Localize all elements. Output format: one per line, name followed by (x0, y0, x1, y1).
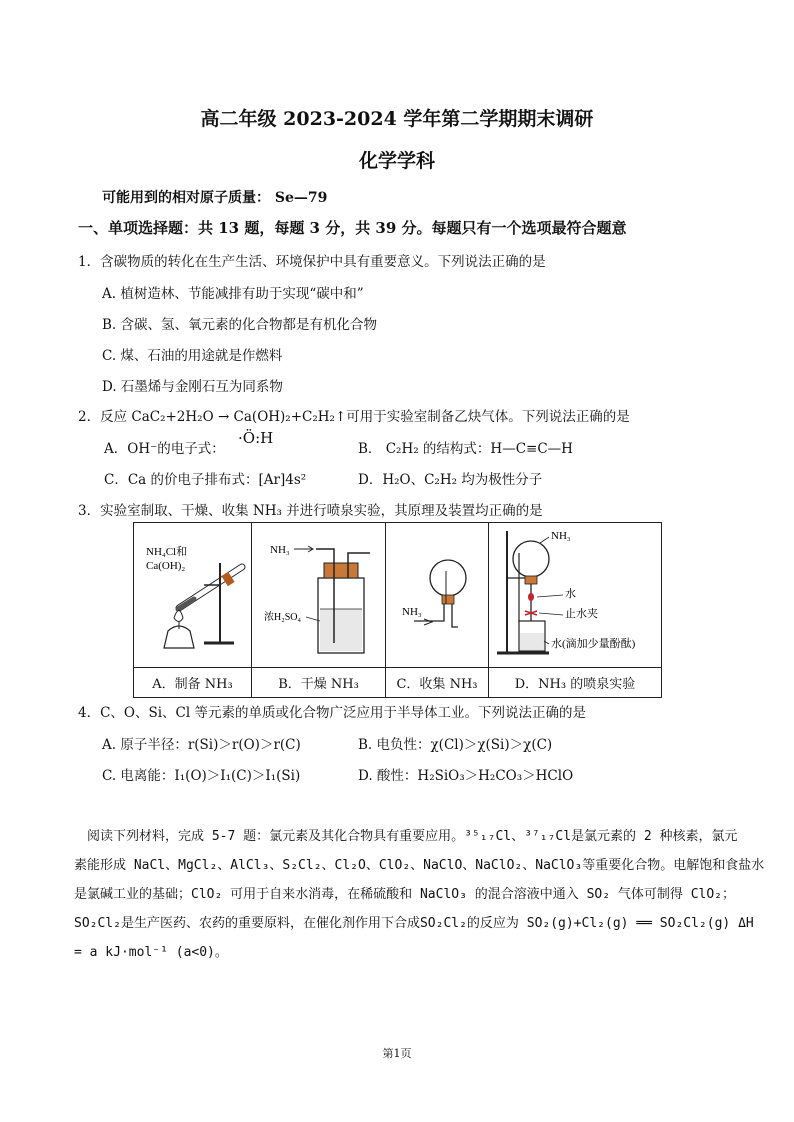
apparatus-b-cell (252, 523, 386, 668)
q2-option-b: B． C₂H₂ 的结构式：H—C≡C—H (358, 441, 573, 457)
section-heading: 一、单项选择题：共 13 题，每题 3 分，共 39 分。每题只有一个选项最符合题意 (78, 219, 627, 237)
caption-a: A．制备 NH₃ (134, 668, 252, 698)
reading-line: SO₂Cl₂是生产医药、农药的重要原料，在催化剂作用下合成SO₂Cl₂的反应为 SO₂(g)+Cl₂(g) ══ SO₂Cl₂(g) ΔH (74, 916, 754, 931)
label-d3: 止水夹 (565, 608, 598, 620)
q4-stem: 4．C、O、Si、Cl 等元素的单质或化合物广泛应用于半导体工业。下列说法正确的是 (78, 705, 586, 721)
apparatus-c-diagram (386, 523, 488, 663)
subject-title: 化学学科 (358, 150, 435, 172)
q1-stem: 1．含碳物质的转化在生产生活、环境保护中具有重要意义。下列说法正确的是 (78, 254, 546, 270)
apparatus-c-cell (386, 523, 489, 668)
q1-option-b: B. 含碳、氢、氧元素的化合物都是有机化合物 (102, 317, 378, 333)
reading-passage (74, 822, 765, 967)
atomic-mass-line: 可能用到的相对原子质量： Se—79 (102, 190, 328, 206)
apparatus-a-cell (134, 523, 252, 668)
caption-c: C．收集 NH₃ (386, 668, 489, 698)
reading-line: = a kJ·mol⁻¹ (a<0)。 (74, 945, 228, 960)
label-c1: NH₃ (402, 606, 422, 618)
q2-option-d: D．H₂O、C₂H₂ 均为极性分子 (358, 472, 543, 488)
label-d4: 水(滴加少量酚酞) (551, 638, 636, 650)
label-b1: NH₃ (270, 544, 290, 556)
q4-option-a: A. 原子半径：r(Si)＞r(O)＞r(C) (102, 737, 301, 753)
q4-option-b: B. 电负性：χ(Cl)＞χ(Si)＞χ(C) (358, 737, 553, 753)
q4-option-d: D. 酸性：H₂SiO₃＞H₂CO₃＞HClO (358, 768, 574, 784)
q2-option-c: C．Ca 的价电子排布式：[Ar]4s² (104, 472, 307, 488)
q3-stem: 3．实验室制取、干燥、收集 NH₃ 并进行喷泉实验，其原理及装置均正确的是 (78, 503, 543, 519)
exam-title: 高二年级 2023-2024 学年第二学期期末调研 (200, 108, 594, 130)
caption-d: D．NH₃ 的喷泉实验 (489, 668, 662, 698)
label-d2: 水 (565, 588, 576, 600)
reading-line: 阅读下列材料，完成 5-7 题：氯元素及其化合物具有重要应用。³⁵₁₇Cl、³⁷₁₇Cl是氯元素的 2 种核素，氯元 (74, 829, 738, 844)
apparatus-d-cell (489, 523, 662, 668)
apparatus-a-diagram (134, 523, 251, 663)
caption-b: B．干燥 NH₃ (252, 668, 386, 698)
apparatus-d-diagram (489, 523, 661, 663)
q2-option-a: A．OH⁻的电子式： (104, 441, 225, 457)
q1-option-a: A. 植树造林、节能减排有助于实现“碳中和” (102, 286, 364, 302)
reading-line: 素能形成 NaCl、MgCl₂、AlCl₃、S₂Cl₂、Cl₂O、ClO₂、NaClO、NaClO₂、NaClO₃等重要化合物。电解饱和食盐水 (74, 858, 765, 873)
reading-line: 是氯碱工业的基础；ClO₂ 可用于自来水消毒，在稀硫酸和 NaClO₃ 的混合溶液中通入 SO₂ 气体可制得 ClO₂； (74, 887, 736, 902)
q1-option-d: D. 石墨烯与金刚石互为同系物 (102, 379, 283, 395)
hydroxide-electron-formula: ·Ö:H (238, 429, 274, 447)
q4-option-c: C. 电离能：I₁(O)＞I₁(C)＞I₁(Si) (102, 768, 301, 784)
q1-option-c: C. 煤、石油的用途就是作燃料 (102, 348, 283, 364)
label-a2: Ca(OH)₂ (146, 560, 186, 572)
label-d1: NH₃ (551, 530, 571, 542)
page-number: 第1页 (382, 1047, 412, 1060)
label-a1: NH₄Cl和 (146, 546, 188, 558)
apparatus-b-diagram (252, 523, 385, 663)
q2-stem: 2．反应 CaC₂+2H₂O → Ca(OH)₂+C₂H₂↑可用于实验室制备乙炔气体。下列说法正确的是 (78, 409, 630, 425)
label-b2: 浓H₂SO₄ (264, 612, 301, 623)
apparatus-table (133, 522, 662, 698)
